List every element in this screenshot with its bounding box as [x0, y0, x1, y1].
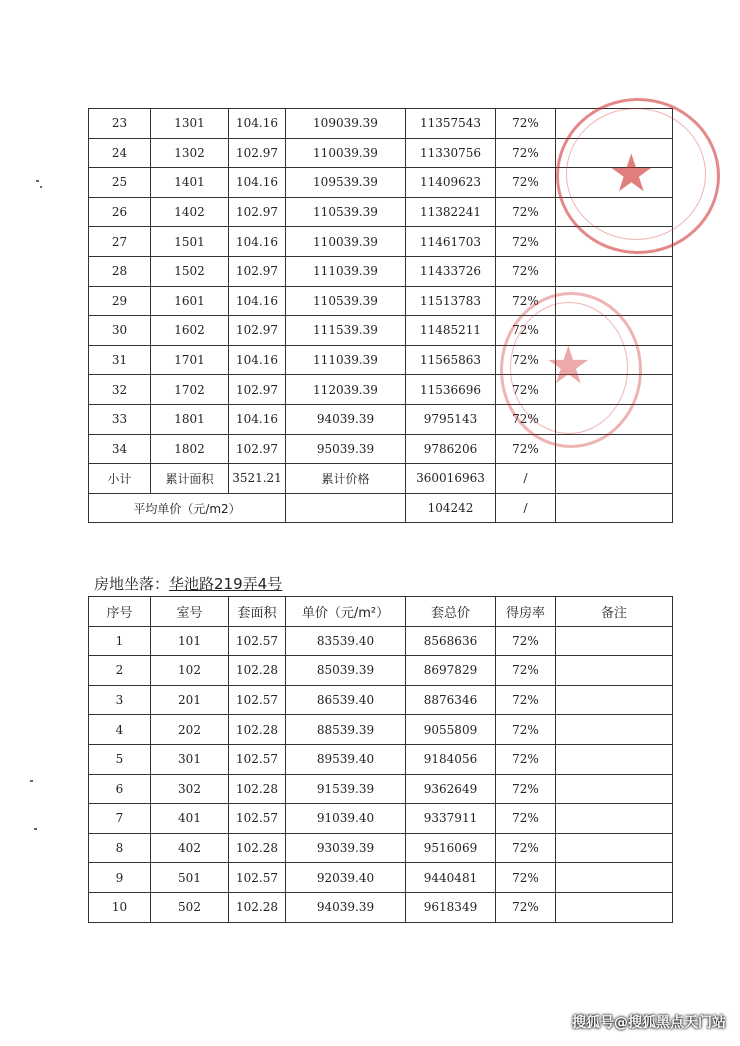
cell-note [556, 256, 673, 286]
cell-room: 1501 [151, 227, 229, 257]
cell-total-price: 9055809 [406, 715, 496, 745]
cell-rate: 72% [496, 168, 556, 198]
table-row [89, 774, 673, 804]
average-price-value: 104242 [406, 493, 496, 523]
cell-total-price: 9795143 [406, 404, 496, 434]
cell-seq: 33 [89, 404, 151, 434]
cell-area: 102.97 [229, 256, 286, 286]
cell-room: 501 [151, 863, 229, 893]
cell-area: 102.97 [229, 138, 286, 168]
cell-area: 102.57 [229, 685, 286, 715]
cell-note [556, 715, 673, 745]
cell-rate: 72% [496, 109, 556, 139]
cell-area: 102.57 [229, 744, 286, 774]
table-row [89, 256, 673, 286]
average-row [89, 493, 673, 523]
cell-rate: 72% [496, 375, 556, 405]
cell-total-price: 9362649 [406, 774, 496, 804]
cell-room: 401 [151, 804, 229, 834]
cell-rate: 72% [496, 892, 556, 922]
cell-note [556, 774, 673, 804]
cell-seq: 9 [89, 863, 151, 893]
cell-rate: 72% [496, 804, 556, 834]
cumulative-price-label: 累计价格 [286, 464, 406, 494]
cell-area: 104.16 [229, 286, 286, 316]
cell-room: 1701 [151, 345, 229, 375]
cell-note [556, 863, 673, 893]
cell-unit-price: 93039.39 [286, 833, 406, 863]
cell-seq: 4 [89, 715, 151, 745]
cell-room: 502 [151, 892, 229, 922]
cell-room: 302 [151, 774, 229, 804]
cell-seq: 30 [89, 316, 151, 346]
cell-total-price: 11357543 [406, 109, 496, 139]
table-row [89, 863, 673, 893]
header-rate: 得房率 [496, 597, 556, 627]
cell-seq: 3 [89, 685, 151, 715]
cell-unit-price: 92039.40 [286, 863, 406, 893]
cell-total-price: 11409623 [406, 168, 496, 198]
cell-total-price: 11485211 [406, 316, 496, 346]
cell-seq: 5 [89, 744, 151, 774]
table-header-row [89, 597, 673, 627]
cell-note [556, 744, 673, 774]
table-row [89, 833, 673, 863]
cell-unit-price: 94039.39 [286, 892, 406, 922]
cell-seq: 28 [89, 256, 151, 286]
cell-area: 102.97 [229, 434, 286, 464]
cell-area: 102.28 [229, 833, 286, 863]
cell-total-price: 11536696 [406, 375, 496, 405]
seal-star-icon: ★ [545, 336, 592, 396]
cell-total-price: 8876346 [406, 685, 496, 715]
cell-seq: 27 [89, 227, 151, 257]
cell-note [556, 656, 673, 686]
cell-area: 102.28 [229, 656, 286, 686]
average-note [556, 493, 673, 523]
cell-seq: 26 [89, 197, 151, 227]
cell-unit-price: 110539.39 [286, 286, 406, 316]
cell-seq: 23 [89, 109, 151, 139]
cell-unit-price: 91039.40 [286, 804, 406, 834]
cell-seq: 24 [89, 138, 151, 168]
cell-unit-price: 85039.39 [286, 656, 406, 686]
table-row [89, 804, 673, 834]
table-row [89, 715, 673, 745]
subtotal-row [89, 464, 673, 494]
cell-rate: 72% [496, 138, 556, 168]
cell-rate: 72% [496, 256, 556, 286]
cell-rate: 72% [496, 863, 556, 893]
cell-note [556, 685, 673, 715]
cell-note [556, 833, 673, 863]
header-area: 套面积 [229, 597, 286, 627]
cell-room: 1402 [151, 197, 229, 227]
cell-unit-price: 89539.40 [286, 744, 406, 774]
cell-room: 301 [151, 744, 229, 774]
cell-unit-price: 111039.39 [286, 345, 406, 375]
cell-total-price: 11433726 [406, 256, 496, 286]
cell-rate: 72% [496, 286, 556, 316]
cell-seq: 8 [89, 833, 151, 863]
scan-speck [36, 180, 39, 182]
cell-rate: 72% [496, 434, 556, 464]
scan-speck [34, 828, 37, 830]
cell-total-price: 11461703 [406, 227, 496, 257]
cell-area: 102.57 [229, 804, 286, 834]
cell-seq: 2 [89, 656, 151, 686]
cell-room: 202 [151, 715, 229, 745]
cell-seq: 10 [89, 892, 151, 922]
cell-seq: 7 [89, 804, 151, 834]
cell-room: 1601 [151, 286, 229, 316]
table-row [89, 656, 673, 686]
cell-seq: 25 [89, 168, 151, 198]
cell-total-price: 8697829 [406, 656, 496, 686]
cell-area: 102.97 [229, 197, 286, 227]
cell-room: 1302 [151, 138, 229, 168]
cell-area: 102.97 [229, 316, 286, 346]
address-value: 华池路219弄4号 [169, 575, 283, 593]
cell-room: 1401 [151, 168, 229, 198]
cell-total-price: 11330756 [406, 138, 496, 168]
cell-unit-price: 111539.39 [286, 316, 406, 346]
cell-unit-price: 109539.39 [286, 168, 406, 198]
cell-area: 102.28 [229, 715, 286, 745]
cell-seq: 32 [89, 375, 151, 405]
cell-area: 104.16 [229, 168, 286, 198]
cell-room: 101 [151, 626, 229, 656]
subtotal-note [556, 464, 673, 494]
cell-total-price: 11513783 [406, 286, 496, 316]
cell-unit-price: 94039.39 [286, 404, 406, 434]
cell-unit-price: 83539.40 [286, 626, 406, 656]
cell-unit-price: 109039.39 [286, 109, 406, 139]
average-rate: / [496, 493, 556, 523]
cell-unit-price: 111039.39 [286, 256, 406, 286]
cell-rate: 72% [496, 744, 556, 774]
cell-rate: 72% [496, 626, 556, 656]
cell-room: 1802 [151, 434, 229, 464]
cell-rate: 72% [496, 685, 556, 715]
cell-rate: 72% [496, 404, 556, 434]
price-table-2 [88, 596, 673, 923]
average-price-label: 平均单价（元/m2） [89, 493, 286, 523]
cell-seq: 31 [89, 345, 151, 375]
cell-unit-price: 110039.39 [286, 138, 406, 168]
cell-seq: 29 [89, 286, 151, 316]
cell-unit-price: 110039.39 [286, 227, 406, 257]
average-empty-cell [286, 493, 406, 523]
cell-seq: 1 [89, 626, 151, 656]
scan-speck [40, 186, 42, 188]
cell-rate: 72% [496, 227, 556, 257]
header-total-price: 套总价 [406, 597, 496, 627]
table-row [89, 892, 673, 922]
cell-rate: 72% [496, 345, 556, 375]
cell-unit-price: 112039.39 [286, 375, 406, 405]
cell-rate: 72% [496, 197, 556, 227]
cell-total-price: 9786206 [406, 434, 496, 464]
header-unit-price: 单价（元/m²） [286, 597, 406, 627]
cell-unit-price: 95039.39 [286, 434, 406, 464]
header-seq: 序号 [89, 597, 151, 627]
table-row [89, 685, 673, 715]
table-row [89, 626, 673, 656]
cell-room: 1801 [151, 404, 229, 434]
subtotal-label: 小计 [89, 464, 151, 494]
seal-star-icon: ★ [608, 144, 655, 204]
cell-room: 1702 [151, 375, 229, 405]
cell-unit-price: 86539.40 [286, 685, 406, 715]
cell-room: 1502 [151, 256, 229, 286]
cumulative-area-value: 3521.21 [229, 464, 286, 494]
cell-room: 1602 [151, 316, 229, 346]
header-note: 备注 [556, 597, 673, 627]
cumulative-area-label: 累计面积 [151, 464, 229, 494]
cumulative-price-value: 360016963 [406, 464, 496, 494]
cell-total-price: 9184056 [406, 744, 496, 774]
cell-total-price: 9440481 [406, 863, 496, 893]
cell-unit-price: 88539.39 [286, 715, 406, 745]
cell-room: 102 [151, 656, 229, 686]
table-row [89, 744, 673, 774]
cell-unit-price: 91539.39 [286, 774, 406, 804]
cell-unit-price: 110539.39 [286, 197, 406, 227]
cell-area: 102.28 [229, 774, 286, 804]
cell-area: 102.28 [229, 892, 286, 922]
cell-total-price: 9516069 [406, 833, 496, 863]
cell-total-price: 11565863 [406, 345, 496, 375]
scan-speck [30, 780, 33, 782]
cell-room: 1301 [151, 109, 229, 139]
subtotal-rate: / [496, 464, 556, 494]
cell-total-price: 9618349 [406, 892, 496, 922]
header-room: 室号 [151, 597, 229, 627]
cell-note [556, 892, 673, 922]
cell-rate: 72% [496, 715, 556, 745]
address-label: 房地坐落： [94, 575, 170, 593]
cell-area: 104.16 [229, 227, 286, 257]
cell-rate: 72% [496, 656, 556, 686]
cell-rate: 72% [496, 316, 556, 346]
cell-room: 201 [151, 685, 229, 715]
cell-total-price: 11382241 [406, 197, 496, 227]
cell-area: 102.57 [229, 626, 286, 656]
cell-seq: 34 [89, 434, 151, 464]
cell-area: 104.16 [229, 345, 286, 375]
cell-note [556, 804, 673, 834]
cell-rate: 72% [496, 774, 556, 804]
cell-area: 104.16 [229, 404, 286, 434]
cell-area: 104.16 [229, 109, 286, 139]
cell-seq: 6 [89, 774, 151, 804]
property-address [94, 573, 282, 594]
cell-area: 102.57 [229, 863, 286, 893]
cell-area: 102.97 [229, 375, 286, 405]
cell-rate: 72% [496, 833, 556, 863]
cell-note [556, 626, 673, 656]
cell-total-price: 9337911 [406, 804, 496, 834]
cell-room: 402 [151, 833, 229, 863]
watermark: 搜狐号@搜狐黑点天门站 [572, 1015, 726, 1031]
cell-total-price: 8568636 [406, 626, 496, 656]
